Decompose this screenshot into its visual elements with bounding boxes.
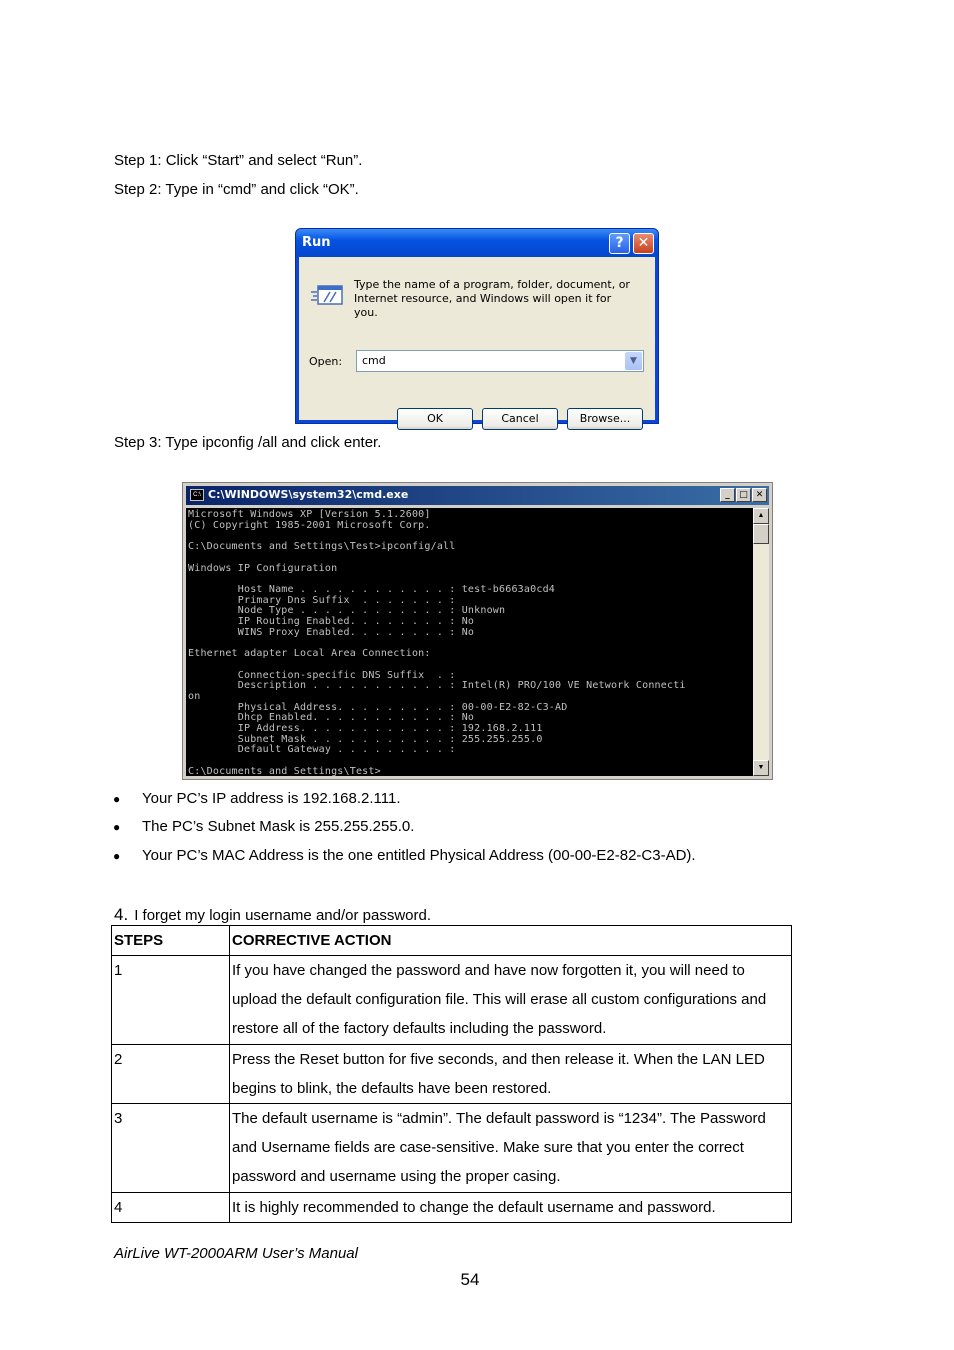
table-row (112, 956, 792, 1045)
bullet-text: Your PC’s MAC Address is the one entitled Physical Address (00-00-E2-82-C3-AD). (142, 847, 696, 864)
corrective-action: If you have changed the password and have now forgotten it, you will need to upload the default configuration file. This will erase all custom configurations and restore all of the factory defaults including the password. (230, 956, 792, 1045)
table-row (112, 1044, 792, 1103)
open-label: Open: (309, 355, 343, 368)
header-steps: STEPS (112, 926, 230, 956)
scroll-thumb[interactable] (753, 524, 769, 544)
step-number: 4 (112, 1192, 230, 1222)
scroll-down-icon[interactable]: ▼ (753, 760, 769, 776)
section-title: I forget my login username and/or password. (134, 907, 432, 924)
step-number: 1 (112, 956, 230, 1045)
maximize-button[interactable]: □ (736, 488, 751, 502)
manual-title: AirLive WT-2000ARM User’s Manual (114, 1245, 358, 1262)
open-input[interactable] (356, 350, 644, 372)
cmd-window-title: C:\WINDOWS\system32\cmd.exe (208, 488, 409, 501)
step-number: 3 (112, 1104, 230, 1193)
bullet-text: The PC’s Subnet Mask is 255.255.255.0. (142, 818, 415, 835)
bullet-item-subnet (113, 818, 414, 836)
run-dialog-body (299, 257, 655, 425)
step-number: 2 (112, 1044, 230, 1103)
close-window-button[interactable]: ✕ (752, 488, 767, 502)
section-heading (114, 905, 431, 925)
cmd-console-output (186, 508, 753, 776)
bullet-icon: ● (113, 849, 121, 863)
vertical-scrollbar[interactable] (753, 508, 769, 776)
corrective-action: It is highly recommended to change the default username and password. (230, 1192, 792, 1222)
corrective-action: Press the Reset button for five seconds, and then release it. When the LAN LED begins to blink, the defaults have been restored. (230, 1044, 792, 1103)
table-row (112, 1104, 792, 1193)
cancel-button[interactable]: Cancel (482, 408, 558, 430)
console-text: Microsoft Windows XP [Version 5.1.2600] (C) Copyright 1985-2001 Microsoft Corp. C:\Documents and Settings\Test>ipconfig/all Windows IP Configuration Host Name . . . . . . . . . . . . : test-b6663a0cd4 Primary Dns Suffix . . . . . . . : Node Type . . . . . . . . . . . . : Unknown IP Routing Enabled. . . . . . . . : No WINS Proxy Enabled. . . . . . . . : No Ethernet adapter Local Area Connection: Connection-specific DNS Suffix . : Description . . . . . . . . . . . : Intel(R) PRO/100 VE Network Connecti on Physical Address. . . . . . . . . : 00-00-E2-82-C3-AD Dhcp Enabled. . . . . . . . . . . : No IP Address. . . . . . . . . . . . : 192.168.2.111 Subnet Mask . . . . . . . . . . . : 255.255.255.0 Default Gateway . . . . . . . . . : C:\Documents and Settings\Test> (188, 509, 686, 776)
section-number: 4. (114, 905, 129, 924)
cmd-window (182, 482, 773, 780)
run-dialog-titlebar (296, 229, 658, 257)
run-dialog-message: Type the name of a program, folder, document, or Internet resource, and Windows will open it for you. (354, 278, 630, 319)
header-corrective-action: CORRECTIVE ACTION (230, 926, 792, 956)
bullet-icon: ● (113, 820, 121, 834)
console-icon: C:\ (190, 489, 204, 501)
help-button[interactable]: ? (609, 233, 630, 254)
run-dialog-title: Run (302, 235, 331, 250)
close-button[interactable]: ✕ (633, 233, 654, 254)
table-header-row (112, 926, 792, 956)
bullet-item-mac (113, 847, 696, 865)
browse-button[interactable]: Browse... (567, 408, 643, 430)
corrective-action: The default username is “admin”. The default password is “1234”. The Password and Username fields are case-sensitive. Make sure that you enter the correct password and username using the proper casing. (230, 1104, 792, 1193)
run-dialog (295, 228, 659, 424)
bullet-text: Your PC’s IP address is 192.168.2.111. (142, 790, 401, 807)
bullet-item-ip (113, 790, 401, 808)
chevron-down-icon[interactable]: ▼ (625, 352, 642, 370)
table-row (112, 1192, 792, 1222)
scroll-up-icon[interactable]: ▲ (753, 508, 769, 524)
minimize-button[interactable]: _ (720, 488, 735, 502)
bullet-icon: ● (113, 792, 121, 806)
cmd-titlebar (186, 486, 769, 505)
page-number: 54 (460, 1270, 480, 1289)
step-3-text: Step 3: Type ipconfig /all and click enter. (114, 434, 382, 451)
corrective-action-table (111, 925, 792, 1223)
step-2-text: Step 2: Type in “cmd” and click “OK”. (114, 181, 359, 198)
step-1-text: Step 1: Click “Start” and select “Run”. (114, 152, 363, 169)
open-input-value: cmd (362, 354, 386, 367)
ok-button[interactable]: OK (397, 408, 473, 430)
run-icon (310, 283, 344, 307)
